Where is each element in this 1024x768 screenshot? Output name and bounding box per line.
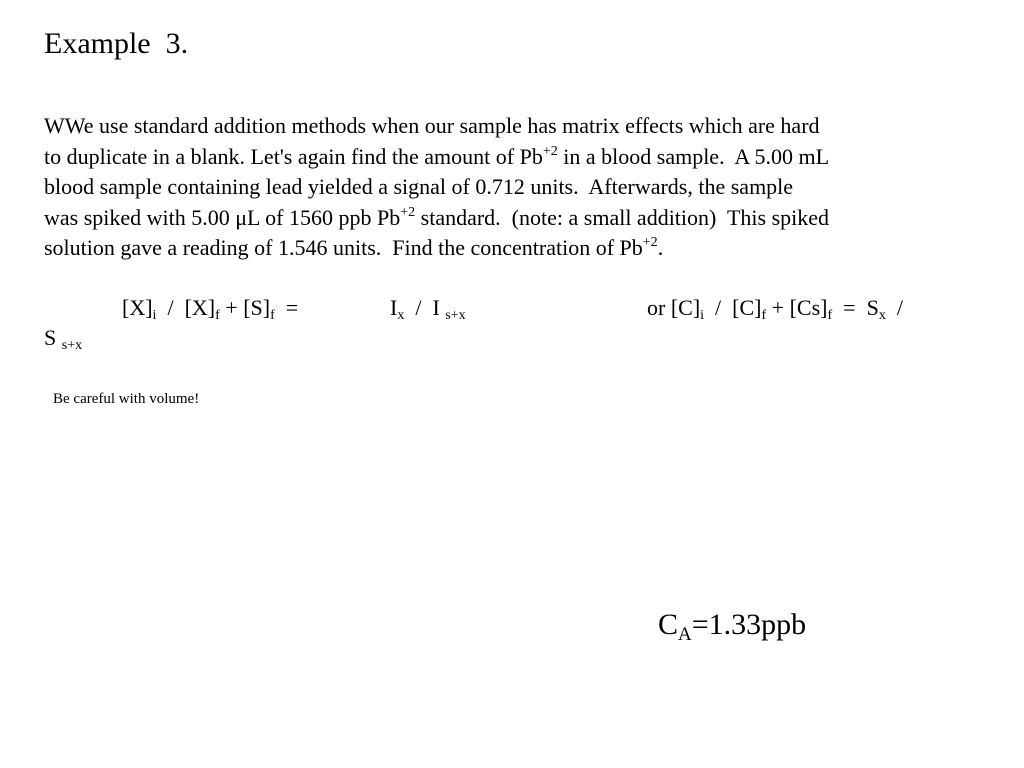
problem-line-2-text-end: in a blood sample. A 5.00 mL — [557, 143, 830, 169]
eq-x-initial: [X] — [122, 295, 153, 320]
answer-sub-a: A — [678, 624, 692, 645]
answer-c: C — [658, 608, 679, 641]
problem-line-1: WWe use standard addition methods when our sample has matrix effects which are hard — [44, 113, 820, 138]
eq-sub-f: f — [761, 308, 767, 323]
eq-sub-i: i — [152, 308, 157, 323]
problem-line-2-text: to duplicate in a blank. Let's again find the amount of Pb — [44, 143, 543, 169]
problem-line-3: blood sample containing lead yielded a signal of 0.712 units. Afterwards, the sample — [44, 174, 794, 199]
equation-alternative — [647, 293, 903, 324]
eq-sub-i: i — [700, 308, 705, 323]
eq-x-final: [X] — [184, 295, 216, 320]
eq-cs-final: [Cs] — [789, 295, 828, 320]
volume-note: Be careful with volume! — [53, 391, 200, 407]
problem-line-4-text-end: standard. (note: a small addition) This spiked — [415, 204, 830, 230]
eq-plus: + — [766, 295, 790, 320]
eq-c-final: [C] — [732, 295, 762, 320]
problem-line-5-text-end: . — [657, 235, 664, 260]
eq-divide-end: / — [885, 295, 903, 320]
problem-line-4-text: was spiked with 5.00 μL of 1560 ppb Pb — [44, 204, 401, 230]
eq-c-initial: [C] — [670, 295, 701, 320]
eq-i: I — [390, 295, 398, 320]
eq-s: S — [866, 295, 879, 320]
eq-divide: / — [156, 295, 185, 320]
lead-charge: +2 — [400, 204, 416, 220]
eq-or: or — [647, 295, 671, 320]
problem-line-2 — [44, 142, 974, 173]
eq-sub-f: f — [270, 308, 275, 323]
equation-right-side — [390, 293, 466, 324]
eq-plus: + — [219, 295, 244, 320]
eq-s-final: [S] — [243, 295, 271, 320]
problem-statement — [44, 111, 974, 264]
eq-i-spiked: I — [432, 295, 446, 320]
lead-charge: +2 — [542, 143, 558, 159]
problem-line-4 — [44, 203, 974, 234]
eq-sub-x: x — [397, 308, 405, 323]
answer — [658, 606, 806, 644]
answer-value: =1.33ppb — [691, 608, 807, 641]
problem-line-5-text: solution gave a reading of 1.546 units. Find the concentration of Pb — [44, 235, 643, 260]
slide-title: Example 3. — [44, 27, 189, 60]
eq-sub-f: f — [827, 308, 833, 323]
equation-left-side — [122, 293, 298, 324]
eq-s-spiked: S — [44, 325, 62, 350]
eq-sub-sx: s+x — [445, 308, 466, 323]
eq-sub-sx: s+x — [61, 338, 83, 353]
eq-divide: / — [704, 295, 733, 320]
eq-divide: / — [404, 295, 433, 320]
lead-charge: +2 — [642, 235, 658, 250]
standard-addition-equation — [44, 293, 984, 357]
equation-wrap-line — [44, 323, 82, 354]
problem-line-5 — [44, 233, 974, 264]
eq-equals: = — [274, 295, 299, 320]
eq-equals: = — [832, 295, 867, 320]
eq-sub-f: f — [215, 308, 220, 323]
eq-sub-x: x — [878, 308, 886, 323]
